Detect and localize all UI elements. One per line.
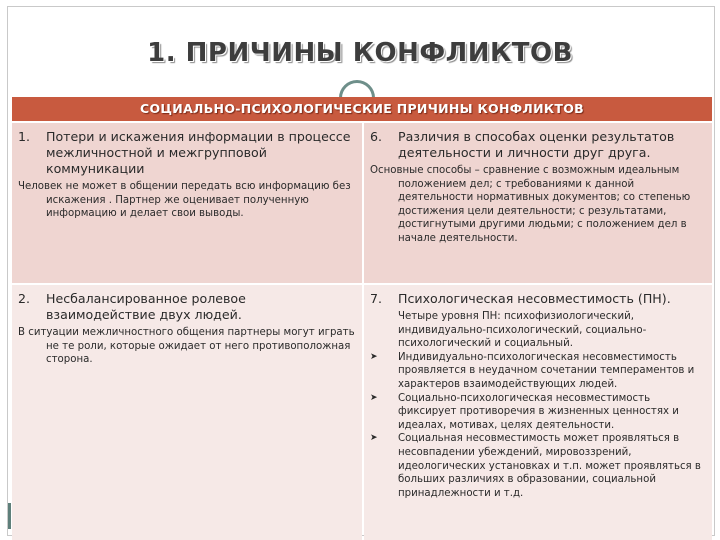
- cell-reason-2: [12, 285, 362, 540]
- list-item: [370, 392, 706, 433]
- cell-body-text: Основные способы – сравнение с возможным идеальным положением дел; с требованиями к данной деятельности нормативных документов; со степенью достижения цели деятельности; с результатами, достигнутыми другими людьми; с положением дел в начале деятельности.: [370, 165, 691, 244]
- heading-text: Потери и искажения информации в процессе межличностной и межгрупповой коммуникации: [46, 129, 351, 176]
- cell-heading: [370, 291, 706, 307]
- cell-body-text: В ситуации межличностного общения партнеры могут играть не те роли, которые ожидает от него противоположная сторона.: [18, 327, 355, 366]
- heading-text: Психологическая несовместимость (ПН).: [398, 291, 671, 306]
- cell-body-text: Человек не может в общении передать всю информацию без искажения . Партнер же оценивает полученную информацию и делает свои выводы.: [18, 181, 351, 220]
- list-item: [370, 432, 706, 500]
- left-accent-bar: [8, 503, 11, 529]
- cell-body-text: Четыре уровня ПН: психофизиологический, индивидуально-психологический, социально-психологический и социальный.: [398, 311, 647, 350]
- heading-text: Различия в способах оценки результатов деятельности и личности друг друга.: [398, 129, 675, 160]
- item-number: 1.: [18, 129, 31, 144]
- cell-heading: [370, 129, 706, 161]
- cell-heading: [18, 291, 356, 323]
- heading-text: Несбалансированное ролевое взаимодействие двух людей.: [46, 291, 246, 322]
- table-banner: СОЦИАЛЬНО-ПСИХОЛОГИЧЕСКИЕ ПРИЧИНЫ КОНФЛИКТОВ: [12, 97, 712, 121]
- cell-reason-6: [364, 123, 712, 283]
- cell-reason-1: [12, 123, 362, 283]
- bullet-text: Индивидуально-психологическая несовместимость проявляется в неудачном сочетании темпераментов и характеров взаимодействующих людей.: [398, 351, 695, 390]
- cell-heading: [18, 129, 356, 177]
- bullet-text: Социально-психологическая несовместимость фиксирует противоречия в жизненных ценностях и идеалах, мотивах, целях деятельности.: [398, 392, 679, 431]
- arrowhead-bullet-icon: ➤: [370, 392, 378, 403]
- item-number: 2.: [18, 291, 31, 306]
- arrowhead-bullet-icon: ➤: [370, 433, 378, 444]
- bullet-text: Социальная несовместимость может проявляться в несовпадении убеждений, мировоззрений, идеологических установках и т.п. может проявляться в больших различиях в образовании, социальной принадлежности и т.д.: [398, 433, 701, 499]
- cell-reason-7: [364, 285, 712, 540]
- slide-title: 1. ПРИЧИНЫ КОНФЛИКТОВ: [147, 38, 573, 68]
- arrowhead-bullet-icon: ➤: [370, 351, 378, 362]
- list-item: [370, 351, 706, 392]
- item-number: 7.: [370, 291, 383, 306]
- item-number: 6.: [370, 129, 383, 144]
